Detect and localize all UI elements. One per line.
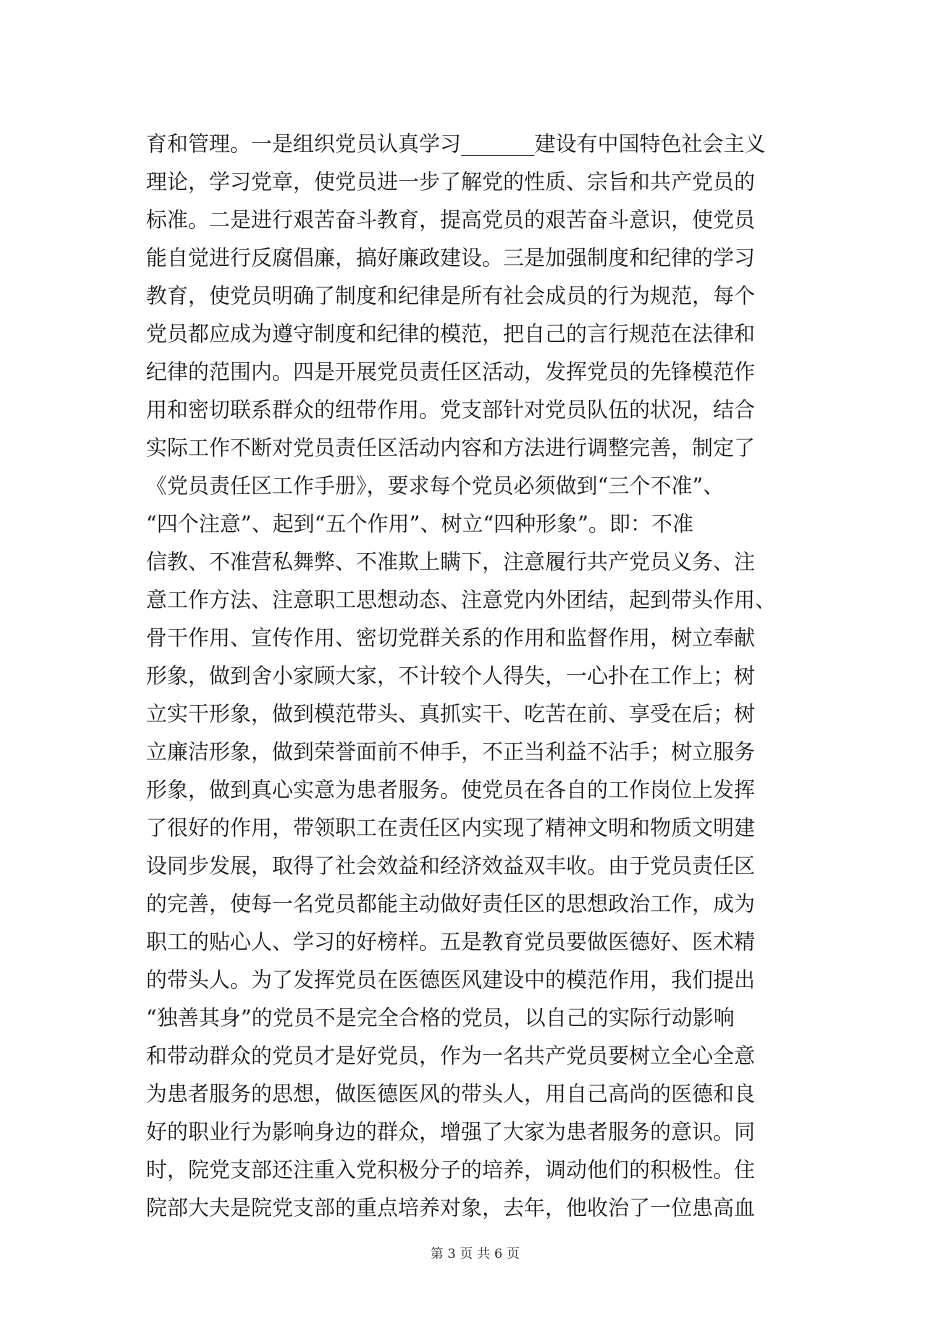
text-line: 实际工作不断对党员责任区活动内容和方法进行调整完善，制定了 [146, 436, 755, 460]
text-line: 能自觉进行反腐倡廉，搞好廉政建设。三是加强制度和纪律的学习 [146, 246, 755, 270]
text-line: 时，院党支部还注重入党积极分子的培养，调动他们的积极性。住 [146, 1158, 755, 1182]
text-line: 了很好的作用，带领职工在责任区内实现了精神文明和物质文明建 [146, 816, 755, 840]
text-line: 骨干作用、宣传作用、密切党群关系的作用和监督作用，树立奉献 [146, 626, 755, 650]
text-line: 理论，学习党章，使党员进一步了解党的性质、宗旨和共产党员的 [146, 170, 755, 194]
text-line: 形象，做到舍小家顾大家，不计较个人得失，一心扑在工作上；树 [146, 664, 755, 688]
text-line: 和带动群众的党员才是好党员，作为一名共产党员要树立全心全意 [146, 1044, 755, 1068]
text-line: 的完善，使每一名党员都能主动做好责任区的思想政治工作，成为 [146, 892, 755, 916]
text-line: 纪律的范围内。四是开展党员责任区活动，发挥党员的先锋模范作 [146, 360, 755, 384]
text-line: 标准。二是进行艰苦奋斗教育，提高党员的艰苦奋斗意识，使党员 [146, 208, 755, 232]
text-line: 党员都应成为遵守制度和纪律的模范，把自己的言行规范在法律和 [146, 322, 755, 346]
text-line: 《党员责任区工作手册》，要求每个党员必须做到“三个不准”、 [146, 474, 724, 498]
text-line: 育和管理。一是组织党员认真学习_______建设有中国特色社会主义 [146, 132, 766, 156]
text-line: 设同步发展，取得了社会效益和经济效益双丰收。由于党员责任区 [146, 854, 755, 878]
page-number-footer: 第 3 页 共 6 页 [430, 1247, 520, 1262]
text-line: 用和密切联系群众的纽带作用。党支部针对党员队伍的状况，结合 [146, 398, 755, 422]
text-line: 教育，使党员明确了制度和纪律是所有社会成员的行为规范，每个 [146, 284, 755, 308]
text-line: 意工作方法、注意职工思想动态、注意党内外团结，起到带头作用、 [146, 588, 776, 612]
body-text [146, 125, 811, 1227]
text-line: 职工的贴心人、学习的好榜样。五是教育党员要做医德好、医术精 [146, 930, 755, 954]
text-line: 形象，做到真心实意为患者服务。使党员在各自的工作岗位上发挥 [146, 778, 755, 802]
text-line: 信教、不准营私舞弊、不准欺上瞒下，注意履行共产党员义务、注 [146, 550, 755, 574]
text-line: “独善其身”的党员不是完全合格的党员，以自己的实际行动影响 [146, 1006, 735, 1030]
text-line: 立实干形象，做到模范带头、真抓实干、吃苦在前、享受在后；树 [146, 702, 755, 726]
text-line: 立廉洁形象，做到荣誉面前不伸手，不正当利益不沾手；树立服务 [146, 740, 755, 764]
text-line: 好的职业行为影响身边的群众，增强了大家为患者服务的意识。同 [146, 1120, 755, 1144]
text-line: 院部大夫是院党支部的重点培养对象，去年，他收治了一位患高血 [146, 1196, 755, 1220]
text-line: “四个注意”、起到“五个作用”、树立“四种形象”。即：不准 [146, 512, 694, 536]
text-line: 为患者服务的思想，做医德医风的带头人，用自己高尚的医德和良 [146, 1082, 755, 1106]
text-line: 的带头人。为了发挥党员在医德医风建设中的模范作用，我们提出 [146, 968, 755, 992]
